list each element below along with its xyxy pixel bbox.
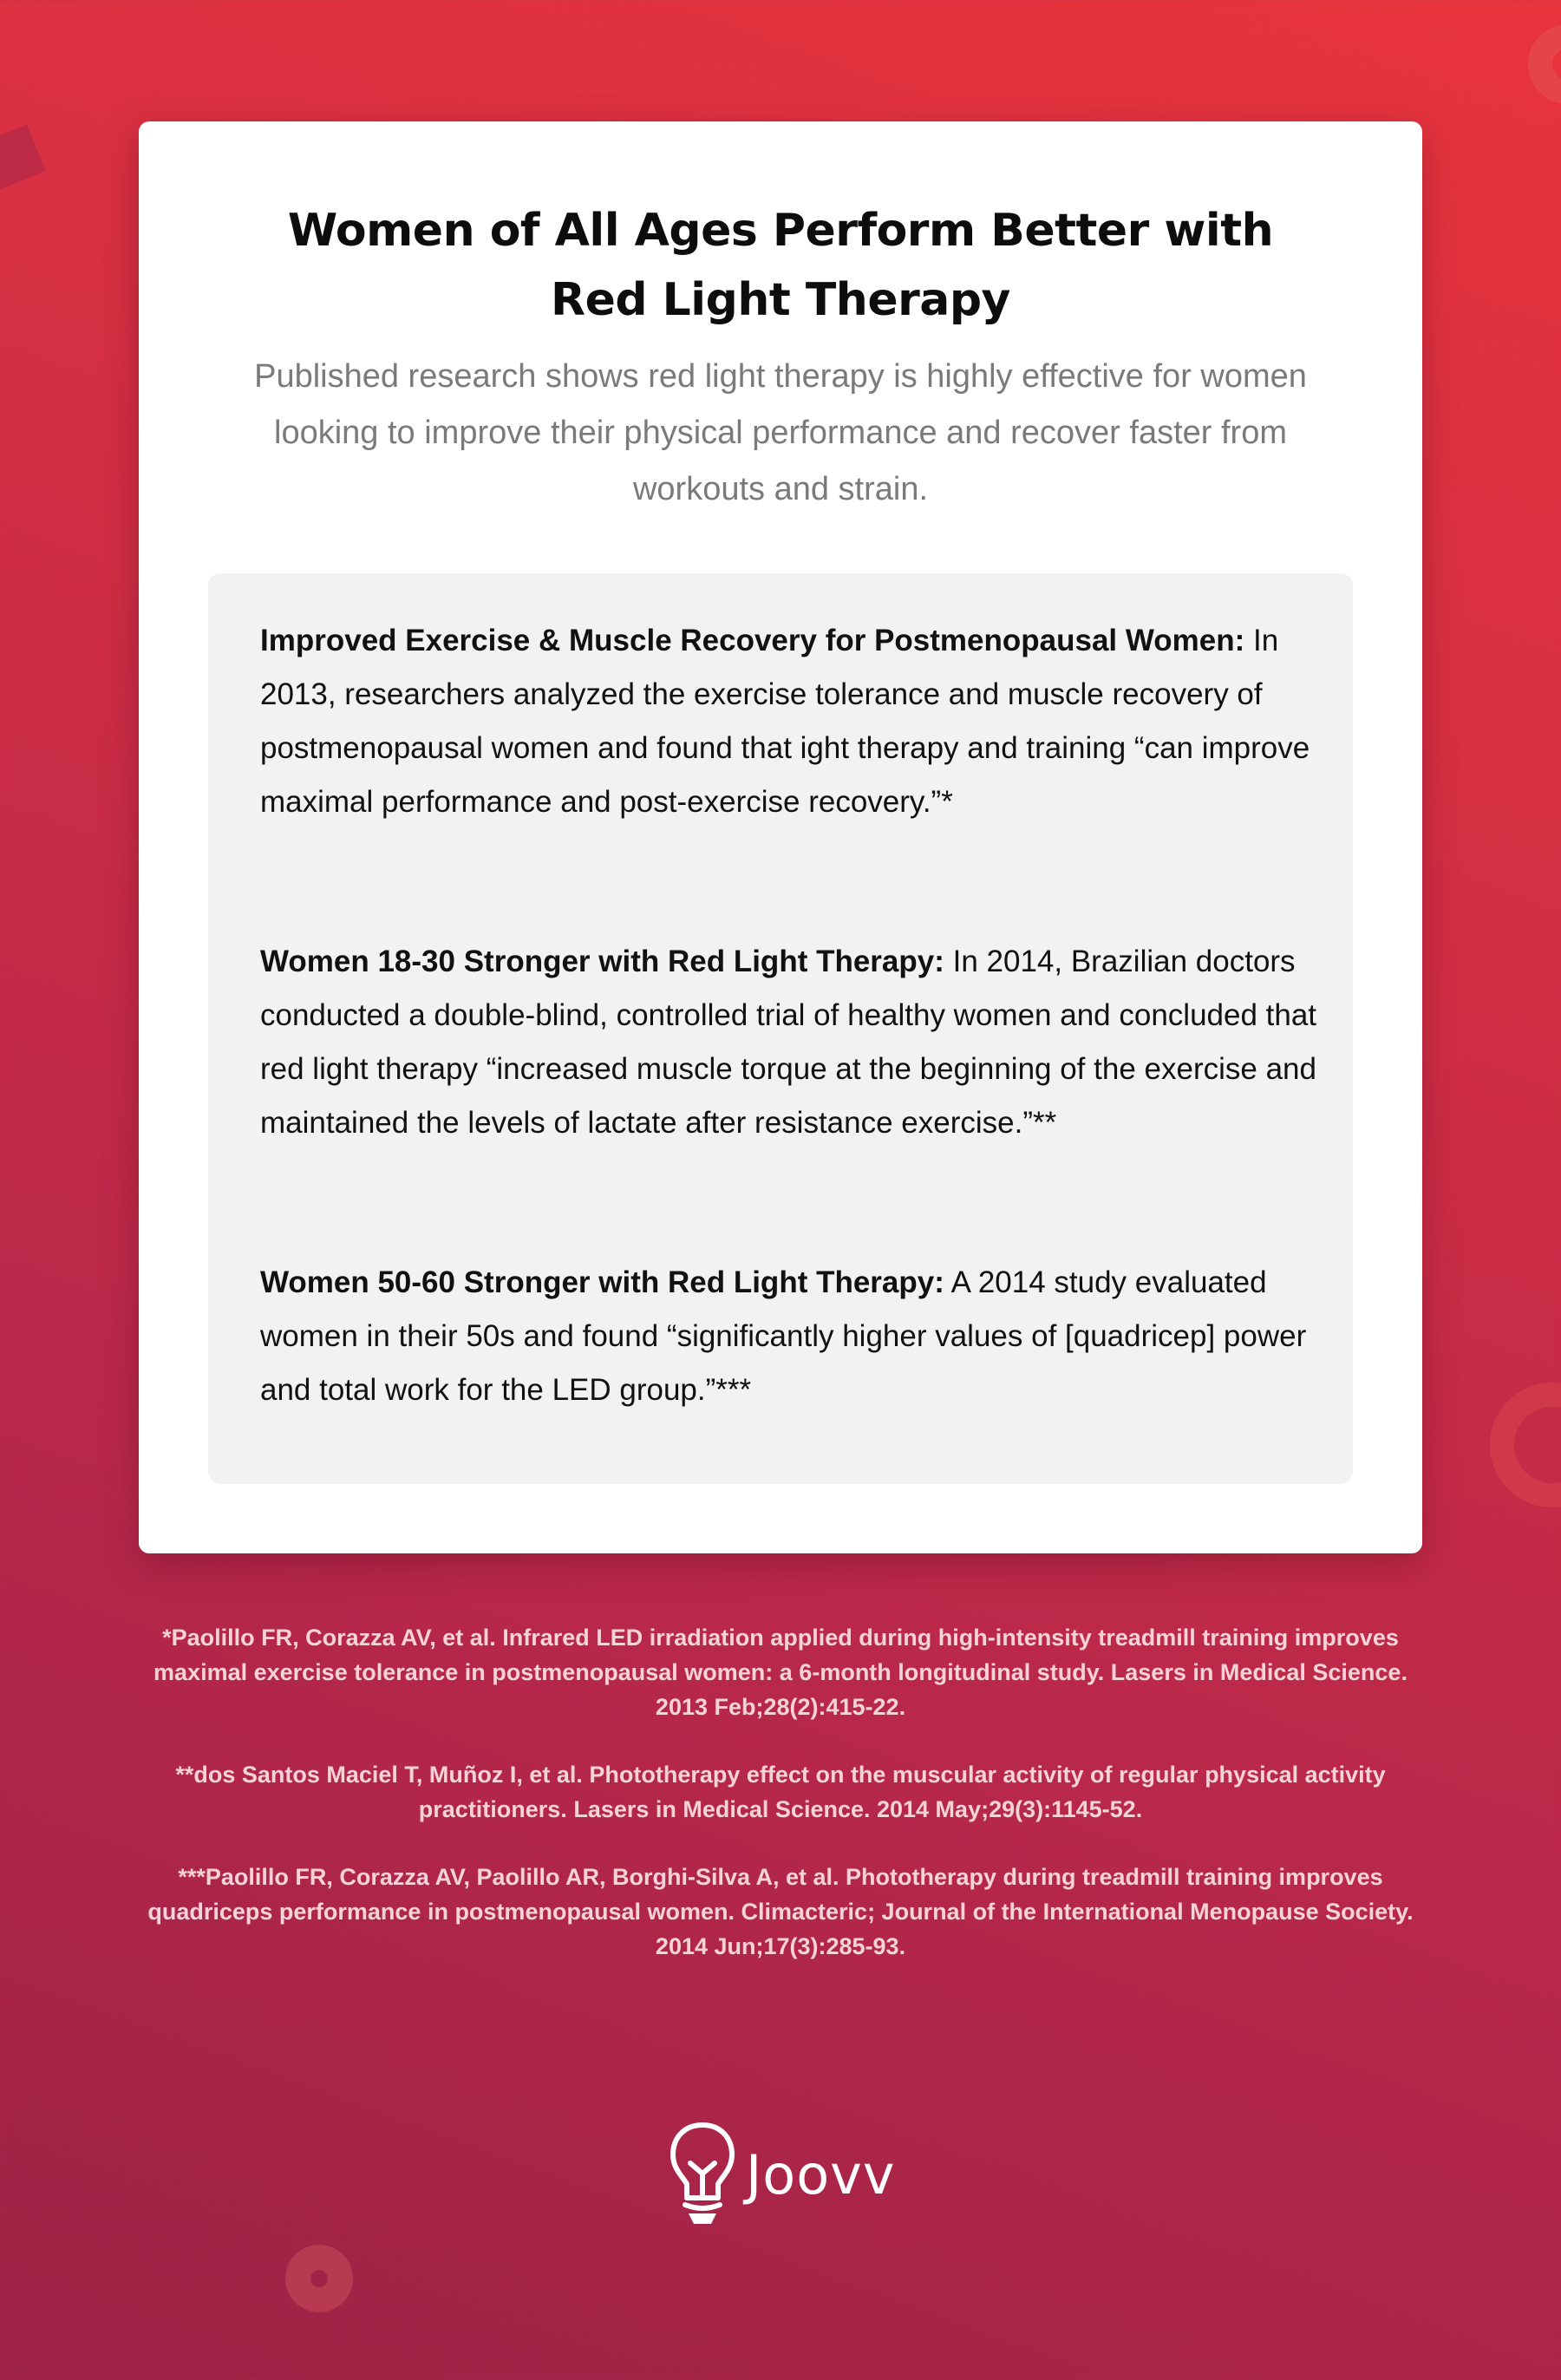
decorative-ring bbox=[1490, 1383, 1561, 1507]
finding-item bbox=[260, 614, 1327, 829]
finding-heading: Improved Exercise & Muscle Recovery for Postmenopausal Women: bbox=[260, 624, 1245, 657]
brand-logo bbox=[668, 2118, 919, 2231]
findings-panel bbox=[208, 573, 1353, 1484]
references bbox=[139, 1620, 1422, 1997]
decorative-ring bbox=[1528, 24, 1561, 104]
reference-item: *Paolillo FR, Corazza AV, et al. Infrared LED irradiation applied during high-intensity treadmill training improves maximal exercise tolerance in postmenopausal women: a 6-month longitudinal study. Lasers in Medical Science. 2013 Feb;28(2):415-22. bbox=[153, 1625, 1408, 1720]
finding-heading: Women 18-30 Stronger with Red Light Therapy: bbox=[260, 945, 944, 978]
finding-item bbox=[260, 935, 1327, 1150]
finding-item bbox=[260, 1256, 1327, 1417]
title-line-1: Women of All Ages Perform Better with bbox=[287, 205, 1274, 257]
title-line-2: Red Light Therapy bbox=[551, 274, 1010, 326]
page-title bbox=[139, 196, 1422, 335]
finding-body: In 2013, researchers analyzed the exercise tolerance and muscle recovery of postmenopausal women and found that ight therapy and training “can improve maximal performance and post-exercise recovery.”* bbox=[260, 624, 1310, 819]
decorative-square bbox=[0, 124, 46, 190]
subtitle: Published research shows red light therapy is highly effective for women looking to improve their physical performance and recover faster from workouts and strain. bbox=[254, 358, 1307, 507]
content-card bbox=[139, 121, 1422, 1553]
finding-body: A 2014 study evaluated women in their 50s and found “significantly higher values of [quadricep] power and total work for the LED group.”*** bbox=[260, 1265, 1307, 1407]
reference-item: ***Paolillo FR, Corazza AV, Paolillo AR, Borghi-Silva A, et al. Phototherapy during treadmill training improves quadriceps performance in postmenopausal women. Climacteric; Journal of the International Menopause Society. 2014 Jun;17(3):285-93. bbox=[147, 1864, 1414, 1959]
lightbulb-icon bbox=[668, 2118, 737, 2231]
decorative-donut bbox=[285, 2245, 353, 2312]
reference-item: **dos Santos Maciel T, Muñoz I, et al. Phototherapy effect on the muscular activity of regular physical activity practitioners. Lasers in Medical Science. 2014 May;29(3):1145-52. bbox=[175, 1762, 1386, 1822]
brand-name: Joovv bbox=[746, 2142, 896, 2207]
finding-heading: Women 50-60 Stronger with Red Light Therapy: bbox=[260, 1265, 944, 1299]
finding-body: In 2014, Brazilian doctors conducted a double-blind, controlled trial of healthy women and concluded that red light therapy “increased muscle torque at the beginning of the exercise and maintained the levels of lactate after resistance exercise.”** bbox=[260, 945, 1317, 1140]
